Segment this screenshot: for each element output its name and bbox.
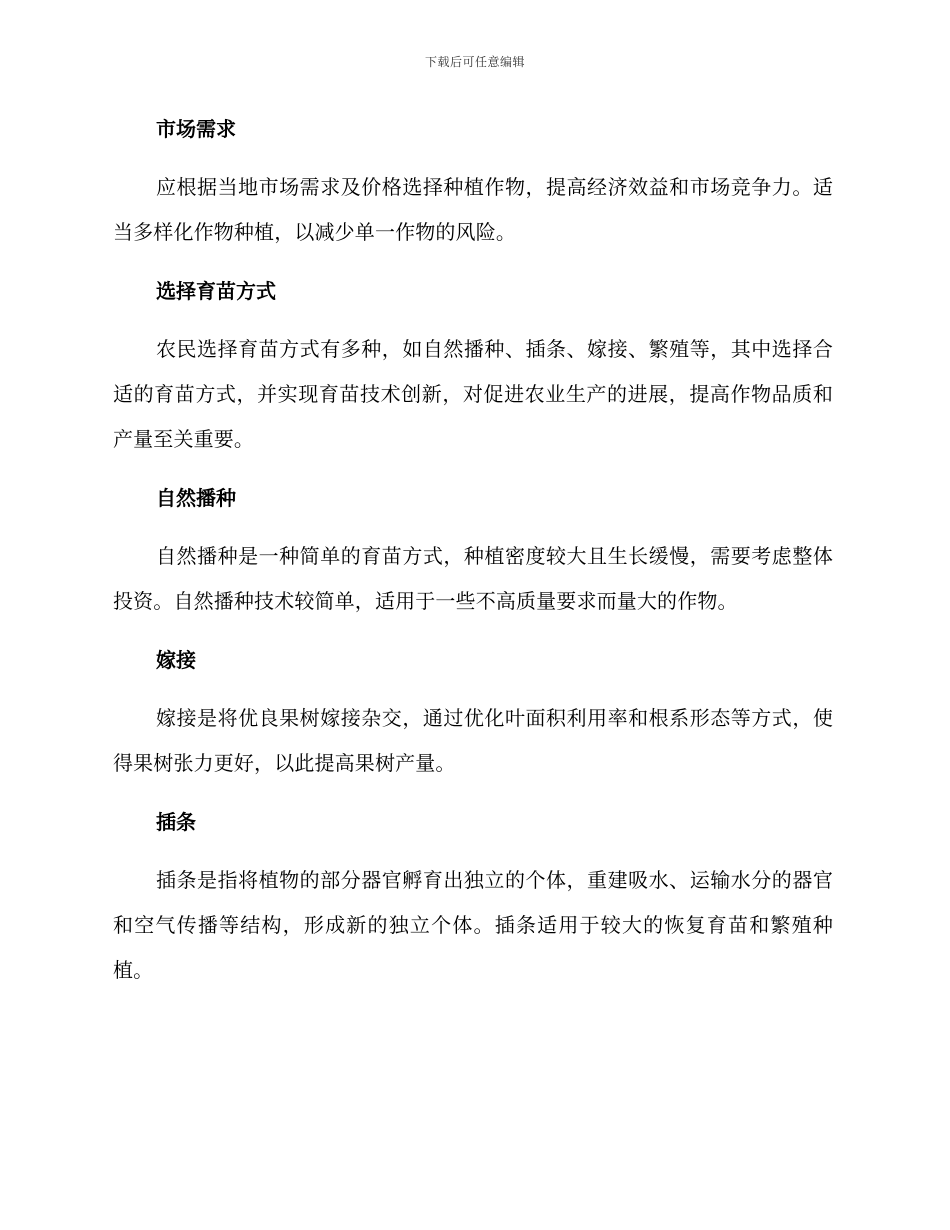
section-cutting [113,800,833,993]
section-market-demand [113,107,833,255]
section-grafting [113,638,833,786]
page-header: 下载后可任意编辑 [424,55,525,69]
document-body [113,107,833,1007]
section-heading: 选择育苗方式 [156,279,276,303]
section-paragraph: 自然播种是一种简单的育苗方式，种植密度较大且生长缓慢，需要考虑整体投资。自然播种技术较简单，适用于一些不高质量要求而量大的作物。 [113,544,833,613]
section-heading: 自然播种 [156,486,236,510]
section-heading: 市场需求 [156,117,236,141]
section-natural-sowing [113,476,833,624]
section-heading: 嫁接 [156,648,196,672]
section-paragraph: 农民选择育苗方式有多种，如自然播种、插条、嫁接、繁殖等，其中选择合适的育苗方式，并实现育苗技术创新，对促进农业生产的进展，提高作物品质和产量至关重要。 [113,337,833,451]
section-paragraph: 插条是指将植物的部分器官孵育出独立的个体，重建吸水、运输水分的器官和空气传播等结构，形成新的独立个体。插条适用于较大的恢复育苗和繁殖种植。 [113,868,833,982]
section-paragraph: 嫁接是将优良果树嫁接杂交，通过优化叶面积利用率和根系形态等方式，使得果树张力更好，以此提高果树产量。 [113,706,833,775]
section-heading: 插条 [156,810,196,834]
section-seedling-method [113,269,833,462]
section-paragraph: 应根据当地市场需求及价格选择种植作物，提高经济效益和市场竞争力。适当多样化作物种植，以减少单一作物的风险。 [113,175,833,244]
